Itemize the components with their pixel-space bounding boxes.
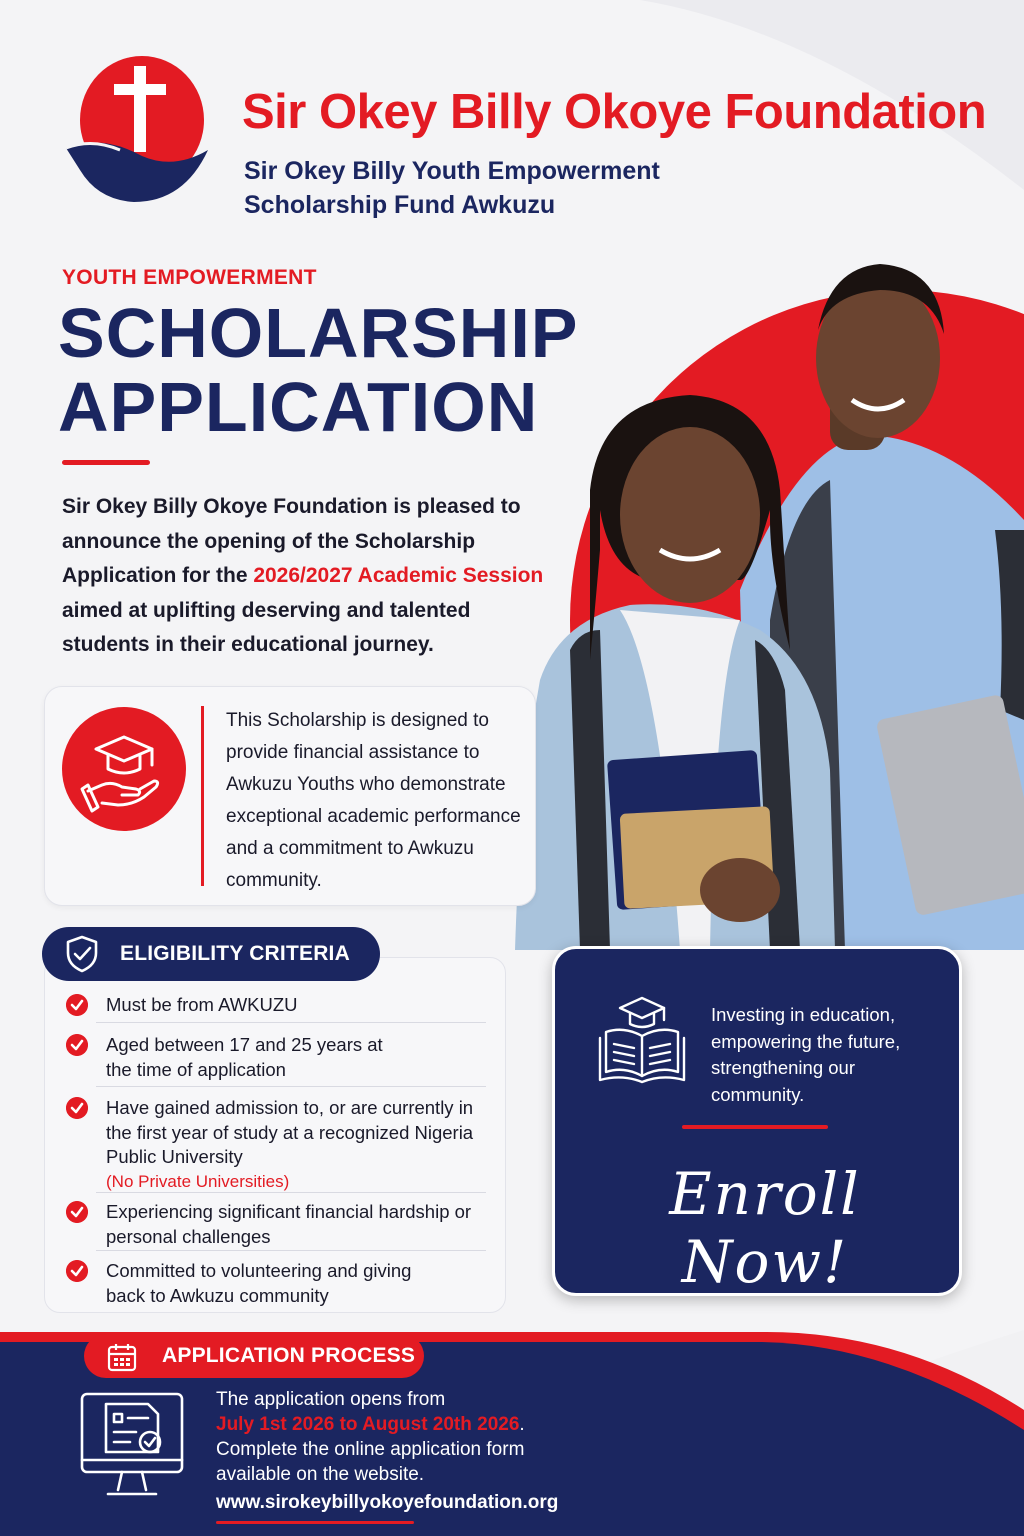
website-link[interactable]: www.sirokeybillyokoyefoundation.org bbox=[216, 1492, 559, 1513]
check-circle-icon bbox=[66, 1260, 88, 1282]
criterion-text: Committed to volunteering and giving back to Awkuzu community bbox=[106, 1260, 412, 1306]
two-students-photo bbox=[500, 250, 1024, 950]
promo-divider bbox=[682, 1125, 828, 1129]
criterion-divider bbox=[96, 1086, 486, 1087]
process-line1: The application opens from bbox=[216, 1389, 446, 1410]
shield-check-icon bbox=[62, 933, 102, 975]
criterion-divider bbox=[96, 1250, 486, 1251]
application-process-text bbox=[216, 1387, 736, 1487]
fund-name-line1: Sir Okey Billy Youth Empowerment bbox=[244, 157, 660, 185]
title-underline bbox=[62, 460, 150, 465]
application-dates: July 1st 2026 to August 20th 2026 bbox=[216, 1414, 520, 1435]
application-process-title: APPLICATION PROCESS bbox=[162, 1344, 416, 1367]
criterion-text bbox=[106, 1096, 486, 1194]
check-circle-icon bbox=[66, 1201, 88, 1223]
foundation-name: Sir Okey Billy Okoye Foundation bbox=[242, 85, 987, 139]
intro-highlight: 2026/2027 Academic Session bbox=[253, 564, 544, 587]
process-line2: Complete the online application form available on the website. bbox=[216, 1439, 525, 1485]
criterion-text: Aged between 17 and 25 years at the time of application bbox=[106, 1034, 383, 1080]
url-underline bbox=[216, 1521, 414, 1524]
promo-text: Investing in education, empowering the future, strengthening our community. bbox=[711, 1004, 901, 1105]
fund-name bbox=[244, 154, 764, 222]
title-line2: APPLICATION bbox=[58, 368, 539, 446]
intro-part1: Sir Okey Billy Okoye Foundation is pleased to announce the opening of the Scholarship Application for the bbox=[62, 495, 521, 587]
graduation-cap-hand-icon-svg bbox=[62, 707, 186, 831]
graduation-cap-hand-icon bbox=[62, 707, 186, 831]
criterion-divider bbox=[96, 1192, 486, 1193]
criterion-divider bbox=[96, 1022, 486, 1023]
criterion-main: Have gained admission to, or are currently in the first year of study at a recognized Nigeria Public University bbox=[106, 1097, 474, 1167]
purpose-divider bbox=[201, 706, 204, 886]
intro-paragraph bbox=[62, 490, 562, 663]
monitor-form-check-icon bbox=[78, 1390, 186, 1506]
process-dates-line bbox=[216, 1412, 736, 1437]
dates-suffix: . bbox=[519, 1414, 525, 1435]
purpose-text: This Scholarship is designed to provide financial assistance to Awkuzu Youths who demonstrate exceptional academic performance and a commitment to Awkuzu community. bbox=[226, 710, 521, 891]
eligibility-title: ELIGIBILITY CRITERIA bbox=[120, 942, 350, 965]
check-circle-icon bbox=[66, 1097, 88, 1119]
criterion-note: (No Private Universities) bbox=[106, 1171, 290, 1191]
title-line1: SCHOLARSHIP bbox=[58, 294, 579, 372]
book-graduation-cap-icon bbox=[598, 992, 686, 1084]
check-circle-icon bbox=[66, 994, 88, 1016]
calendar-icon bbox=[106, 1341, 138, 1373]
foundation-logo bbox=[62, 52, 212, 212]
intro-part2: aimed at uplifting deserving and talented students in their educational journey. bbox=[62, 598, 471, 656]
check-circle-icon bbox=[66, 1034, 88, 1056]
enroll-now-button[interactable]: Enroll Now! bbox=[669, 1160, 861, 1296]
criterion-text: Must be from AWKUZU bbox=[106, 994, 298, 1015]
eyebrow: YOUTH EMPOWERMENT bbox=[62, 266, 317, 289]
criterion-text: Experiencing significant financial hardship or personal challenges bbox=[106, 1201, 472, 1247]
fund-name-line2: Scholarship Fund Awkuzu bbox=[244, 191, 556, 219]
